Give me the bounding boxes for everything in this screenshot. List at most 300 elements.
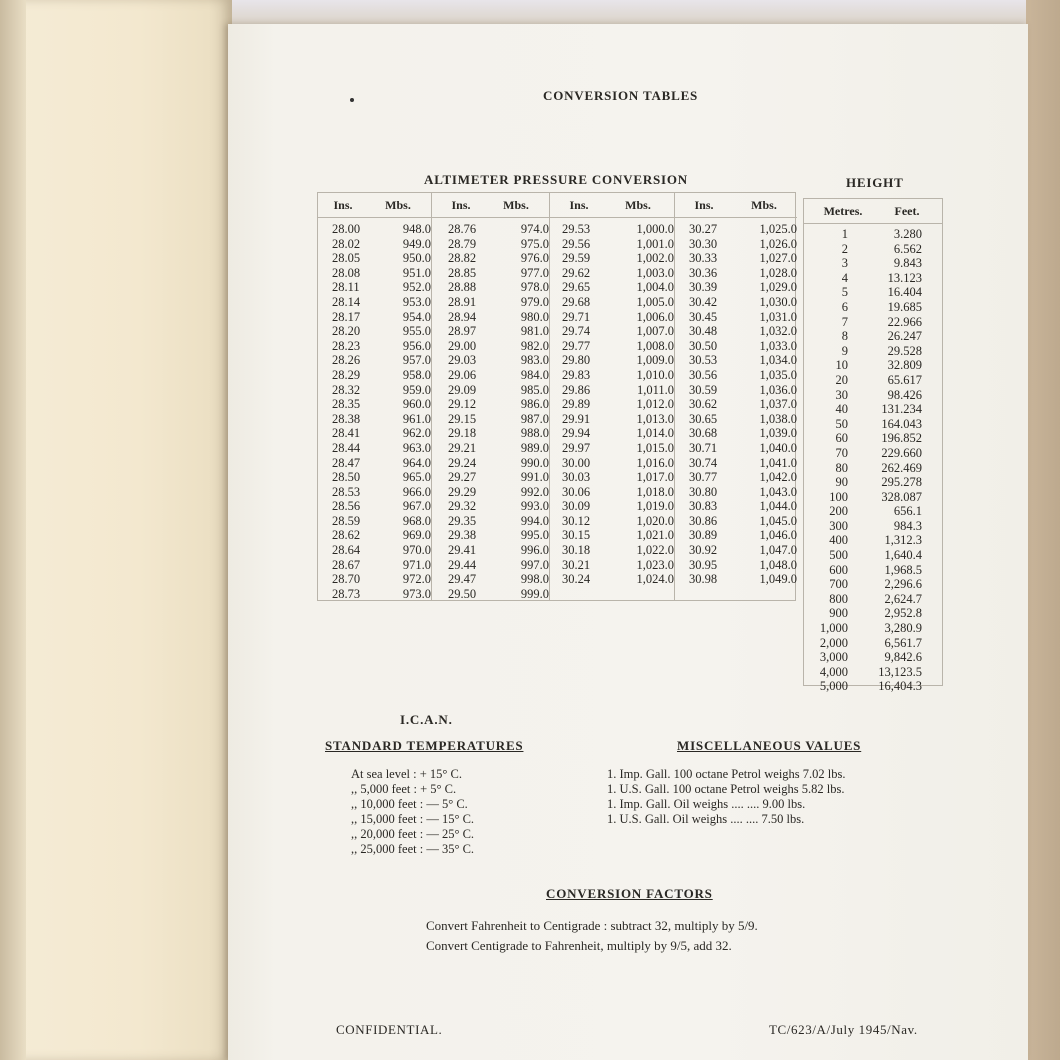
table-row [675,543,797,558]
misc-line: 1. Imp. Gall. 100 octane Petrol weighs 7.02 lbs. [607,767,846,781]
ins-value: 29.24 [448,455,477,470]
table-row [675,558,797,573]
mbs-value: 986.0 [520,397,549,412]
mbs-value: 1,031.0 [759,309,797,324]
altimeter-block-1 [318,193,432,600]
ins-value: 29.03 [448,353,477,368]
misc-line: 1. U.S. Gall. Oil weighs .... .... 7.50 lbs. [607,812,805,826]
ins-value: 30.39 [689,280,718,295]
metres-value: 70 [835,445,848,460]
table-row [318,587,431,602]
ins-value: 29.86 [562,382,591,397]
ican-label: I.C.A.N. [400,712,453,727]
mbs-value: 1,026.0 [759,236,797,251]
ins-value: 28.41 [332,426,361,441]
temperature-list [351,767,474,857]
table-row [804,417,942,432]
table-row [550,499,674,514]
table-row [432,397,549,412]
mbs-value: 979.0 [520,294,549,309]
ins-value: 30.30 [689,236,718,251]
feet-value: 1,640.4 [884,548,922,563]
mbs-value: 1,045.0 [759,513,797,528]
table-row [550,266,674,281]
mbs-value: 1,021.0 [636,528,674,543]
feet-value: 229.660 [881,445,922,460]
table-row [675,383,797,398]
mbs-value: 965.0 [402,470,431,485]
ins-value: 29.94 [562,426,591,441]
feet-value: 98.426 [887,387,922,402]
ins-value: 29.53 [562,222,591,236]
ins-value: 29.89 [562,397,591,412]
ins-value: 28.23 [332,338,361,353]
ins-value: 29.47 [448,572,477,587]
col-mbs: Mbs. [503,197,529,212]
table-row [318,280,431,295]
ins-value: 28.76 [448,222,477,236]
feet-value: 262.469 [881,460,922,475]
col-metres: Metres. [823,203,863,218]
mbs-value: 1,044.0 [759,499,797,514]
table-row [432,528,549,543]
table-row [432,456,549,471]
ins-value: 30.24 [562,572,591,587]
ins-value: 30.09 [562,499,591,514]
ins-value: 28.50 [332,470,361,485]
mbs-value: 1,002.0 [636,251,674,266]
ins-value: 30.12 [562,513,591,528]
table-row [675,441,797,456]
ins-value: 28.59 [332,513,361,528]
feet-value: 16,404.3 [878,679,922,694]
table-row [804,242,942,257]
page-title: CONVERSION TABLES [543,88,699,103]
table-row [675,324,797,339]
table-row [318,572,431,587]
altimeter-block-4 [675,193,797,600]
feet-value: 13,123.5 [878,664,922,679]
ins-value: 30.15 [562,528,591,543]
metres-value: 900 [829,606,848,621]
table-row [675,353,797,368]
table-row [550,368,674,383]
ins-value: 28.64 [332,543,361,558]
metres-value: 200 [829,504,848,519]
metres-value: 4 [841,270,848,285]
ins-value: 30.71 [689,440,718,455]
mbs-value: 961.0 [402,411,431,426]
metres-value: 30 [835,387,848,402]
mbs-value: 974.0 [520,222,549,236]
temperature-line: ,, 25,000 feet : — 35° C. [351,842,475,856]
mbs-value: 1,006.0 [636,309,674,324]
ins-value: 29.29 [448,484,477,499]
document-page [228,24,1028,1060]
metres-value: 300 [829,518,848,533]
table-row [675,514,797,529]
mbs-value: 1,025.0 [759,222,797,236]
ins-value: 28.91 [448,294,477,309]
feet-value: 32.809 [887,358,922,373]
table-row [550,353,674,368]
table-row [804,577,942,592]
ins-value: 28.02 [332,236,361,251]
table-row [318,543,431,558]
ins-value: 30.98 [689,572,718,587]
mbs-value: 960.0 [402,397,431,412]
table-row [432,237,549,252]
mbs-value: 1,000.0 [636,222,674,236]
feet-value: 26.247 [887,329,922,344]
mbs-value: 968.0 [402,513,431,528]
table-row [318,222,431,237]
metres-value: 3 [841,256,848,271]
ins-value: 28.17 [332,309,361,324]
metres-value: 50 [835,416,848,431]
table-row [432,426,549,441]
metres-value: 80 [835,460,848,475]
feet-value: 2,296.6 [884,577,922,592]
ins-value: 30.77 [689,470,718,485]
ins-value: 28.05 [332,251,361,266]
feet-value: 328.087 [881,489,922,504]
ins-value: 28.32 [332,382,361,397]
ins-value: 30.27 [689,222,718,236]
table-row [804,256,942,271]
table-row [432,470,549,485]
table-row [432,222,549,237]
table-row [804,636,942,651]
table-row [804,388,942,403]
table-row [432,412,549,427]
metres-value: 7 [841,314,848,329]
mbs-value: 982.0 [520,338,549,353]
table-row [550,456,674,471]
table-row [804,329,942,344]
footer-confidential: CONFIDENTIAL. [336,1022,443,1037]
feet-value: 9,842.6 [884,650,922,665]
feet-value: 3,280.9 [884,621,922,636]
ins-value: 29.32 [448,499,477,514]
table-row [550,470,674,485]
table-row [675,222,797,237]
table-row [804,285,942,300]
mbs-value: 1,013.0 [636,411,674,426]
standard-temperatures-heading: STANDARD TEMPERATURES [325,738,524,753]
mbs-value: 1,004.0 [636,280,674,295]
table-row [318,426,431,441]
table-row [432,383,549,398]
height-heading: HEIGHT [846,175,904,190]
mbs-value: 1,016.0 [636,455,674,470]
ins-value: 30.95 [689,557,718,572]
mbs-value: 996.0 [520,543,549,558]
ins-value: 28.38 [332,411,361,426]
feet-value: 656.1 [893,504,922,519]
ins-value: 30.74 [689,455,718,470]
mbs-value: 980.0 [520,309,549,324]
feet-value: 19.685 [887,299,922,314]
ins-value: 28.73 [332,586,361,601]
ins-value: 29.62 [562,265,591,280]
ins-value: 30.42 [689,294,718,309]
ins-value: 29.38 [448,528,477,543]
table-row [550,514,674,529]
mbs-value: 951.0 [402,265,431,280]
mbs-value: 954.0 [402,309,431,324]
ins-value: 29.59 [562,251,591,266]
ins-value: 29.68 [562,294,591,309]
table-row [675,368,797,383]
ins-value: 29.97 [562,440,591,455]
table-row [318,266,431,281]
ins-value: 28.08 [332,265,361,280]
ins-value: 28.85 [448,265,477,280]
mbs-value: 985.0 [520,382,549,397]
table-row [804,358,942,373]
table-row [550,251,674,266]
metres-value: 400 [829,533,848,548]
table-row [432,368,549,383]
metres-value: 5 [841,285,848,300]
ins-value: 29.50 [448,586,477,601]
mbs-value: 983.0 [520,353,549,368]
feet-value: 131.234 [881,402,922,417]
ins-value: 28.62 [332,528,361,543]
metres-value: 9 [841,343,848,358]
altimeter-block-3 [550,193,675,600]
table-row [804,300,942,315]
ins-value: 28.79 [448,236,477,251]
table-row [318,295,431,310]
ins-value: 28.97 [448,324,477,339]
ins-value: 30.36 [689,265,718,280]
mbs-value: 953.0 [402,294,431,309]
ins-value: 28.56 [332,499,361,514]
metres-value: 4,000 [819,664,848,679]
ins-value: 30.03 [562,470,591,485]
table-row [432,310,549,325]
mbs-value: 1,007.0 [636,324,674,339]
feet-value: 16.404 [887,285,922,300]
mbs-value: 956.0 [402,338,431,353]
metres-value: 6 [841,299,848,314]
table-row [675,397,797,412]
ins-value: 30.65 [689,411,718,426]
col-feet: Feet. [894,203,920,218]
mbs-value: 1,023.0 [636,557,674,572]
table-row [318,368,431,383]
mbs-value: 1,020.0 [636,513,674,528]
temperature-line: ,, 10,000 feet : — 5° C. [351,797,468,811]
ins-value: 29.65 [562,280,591,295]
table-row [318,383,431,398]
metres-value: 40 [835,402,848,417]
mbs-value: 976.0 [520,251,549,266]
height-header [804,199,942,224]
table-row [432,266,549,281]
table-row [804,548,942,563]
ins-value: 30.59 [689,382,718,397]
table-row [550,324,674,339]
ins-value: 28.44 [332,440,361,455]
table-row [318,412,431,427]
table-row [804,373,942,388]
mbs-value: 998.0 [520,572,549,587]
table-row [432,353,549,368]
feet-value: 22.966 [887,314,922,329]
table-row [804,227,942,242]
ins-value: 29.83 [562,367,591,382]
table-row [675,295,797,310]
mbs-value: 1,015.0 [636,440,674,455]
height-rows [804,224,942,694]
table-row [804,344,942,359]
mbs-value: 969.0 [402,528,431,543]
table-row [432,339,549,354]
table-row [675,470,797,485]
table-row [432,295,549,310]
altimeter-header [318,193,431,218]
temperature-line: ,, 5,000 feet : + 5° C. [351,782,457,796]
table-row [318,324,431,339]
height-table [803,198,943,694]
mbs-value: 1,046.0 [759,528,797,543]
altimeter-rows [550,218,674,587]
table-row [550,572,674,587]
table-row [432,280,549,295]
mbs-value: 1,039.0 [759,426,797,441]
table-row [675,266,797,281]
mbs-value: 957.0 [402,353,431,368]
mbs-value: 1,035.0 [759,367,797,382]
metres-value: 100 [829,489,848,504]
table-row [550,558,674,573]
table-row [318,528,431,543]
mbs-value: 959.0 [402,382,431,397]
table-row [550,528,674,543]
feet-value: 13.123 [887,270,922,285]
table-row [432,324,549,339]
ins-value: 29.15 [448,411,477,426]
table-row [318,237,431,252]
mbs-value: 971.0 [402,557,431,572]
col-ins: Ins. [694,197,714,212]
mbs-value: 1,010.0 [636,367,674,382]
mbs-value: 1,022.0 [636,543,674,558]
ins-value: 28.14 [332,294,361,309]
table-row [804,490,942,505]
mbs-value: 1,036.0 [759,382,797,397]
mbs-value: 978.0 [520,280,549,295]
temperature-line: At sea level : + 15° C. [351,767,462,781]
table-row [432,514,549,529]
col-ins: Ins. [333,197,353,212]
mbs-value: 1,009.0 [636,353,674,368]
mbs-value: 977.0 [520,265,549,280]
factor-line-1: Convert Fahrenheit to Centigrade : subtract 32, multiply by 5/9. [426,918,758,933]
feet-value: 2,952.8 [884,606,922,621]
ins-value: 29.12 [448,397,477,412]
feet-value: 2,624.7 [884,591,922,606]
table-row [318,485,431,500]
ins-value: 30.89 [689,528,718,543]
mbs-value: 1,041.0 [759,455,797,470]
table-row [804,402,942,417]
mbs-value: 1,012.0 [636,397,674,412]
mbs-value: 992.0 [520,484,549,499]
ins-value: 29.35 [448,513,477,528]
table-row [550,441,674,456]
metres-value: 1 [841,227,848,241]
altimeter-block-2 [432,193,550,600]
feet-value: 65.617 [887,372,922,387]
table-row [432,558,549,573]
temperature-line: ,, 15,000 feet : — 15° C. [351,812,475,826]
back-sheet [1026,0,1060,1060]
metres-value: 2,000 [819,635,848,650]
metres-value: 600 [829,562,848,577]
ins-value: 30.68 [689,426,718,441]
mbs-value: 958.0 [402,367,431,382]
mbs-value: 1,014.0 [636,426,674,441]
ins-value: 29.80 [562,353,591,368]
metres-value: 700 [829,577,848,592]
metres-value: 800 [829,591,848,606]
left-page [0,0,232,1060]
col-mbs: Mbs. [385,197,411,212]
mbs-value: 993.0 [520,499,549,514]
altimeter-header [675,193,797,218]
table-row [318,514,431,529]
mbs-value: 990.0 [520,455,549,470]
feet-value: 29.528 [887,343,922,358]
ins-value: 29.09 [448,382,477,397]
ins-value: 28.82 [448,251,477,266]
ins-value: 29.71 [562,309,591,324]
mbs-value: 950.0 [402,251,431,266]
mbs-value: 1,003.0 [636,265,674,280]
table-row [550,237,674,252]
misc-line: 1. Imp. Gall. Oil weighs .... .... 9.00 lbs. [607,797,806,811]
ins-value: 29.77 [562,338,591,353]
mbs-value: 1,018.0 [636,484,674,499]
mbs-value: 1,008.0 [636,338,674,353]
metres-value: 5,000 [819,679,848,694]
ins-value: 30.62 [689,397,718,412]
metres-value: 500 [829,548,848,563]
mbs-value: 1,030.0 [759,294,797,309]
ink-dot [350,98,354,102]
mbs-value: 984.0 [520,367,549,382]
mbs-value: 997.0 [520,557,549,572]
table-row [804,563,942,578]
mbs-value: 972.0 [402,572,431,587]
temperature-line: ,, 20,000 feet : — 25° C. [351,827,475,841]
ins-value: 30.45 [689,309,718,324]
ins-value: 29.06 [448,367,477,382]
feet-value: 984.3 [893,518,922,533]
metres-value: 10 [835,358,848,373]
ins-value: 28.94 [448,309,477,324]
table-row [804,461,942,476]
table-row [432,499,549,514]
table-row [318,456,431,471]
mbs-value: 973.0 [402,586,431,601]
table-row [550,397,674,412]
ins-value: 30.06 [562,484,591,499]
